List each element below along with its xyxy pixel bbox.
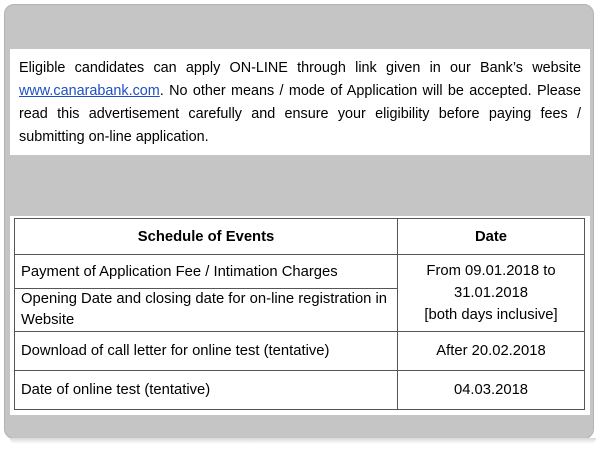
date-line-from: From 09.01.2018 to xyxy=(426,263,556,279)
table-row xyxy=(15,332,585,371)
table-row xyxy=(15,255,585,289)
event-online-registration: Opening Date and closing date for on-line registration in Website xyxy=(15,289,398,332)
schedule-panel xyxy=(10,216,590,415)
header-date: Date xyxy=(398,219,585,255)
date-registration-period xyxy=(398,255,585,332)
header-schedule-of-events: Schedule of Events xyxy=(15,219,398,255)
date-call-letter: After 20.02.2018 xyxy=(398,332,585,371)
event-call-letter: Download of call letter for online test (tentative) xyxy=(15,332,398,371)
event-online-test: Date of online test (tentative) xyxy=(15,371,398,410)
date-line-inclusive: [both days inclusive] xyxy=(424,307,558,323)
notice-text-end: . No other means / mode of Application will be accepted. Please read this advertisement carefully and ensure your eligibility before paying fees / submitting on-line application. xyxy=(19,83,581,145)
eligibility-notice xyxy=(10,49,590,155)
date-line-to: 31.01.2018 xyxy=(453,285,529,301)
frame-shadow xyxy=(10,438,596,444)
event-payment-fee: Payment of Application Fee / Intimation Charges xyxy=(15,255,398,289)
notice-text-start: Eligible candidates can apply ON-LINE through link given in our Bank’s website xyxy=(19,60,581,76)
table-row xyxy=(15,371,585,410)
table-header-row xyxy=(15,219,585,255)
bank-website-link[interactable]: www.canarabank.com xyxy=(19,83,160,99)
schedule-table xyxy=(14,218,585,410)
date-online-test: 04.03.2018 xyxy=(398,371,585,410)
